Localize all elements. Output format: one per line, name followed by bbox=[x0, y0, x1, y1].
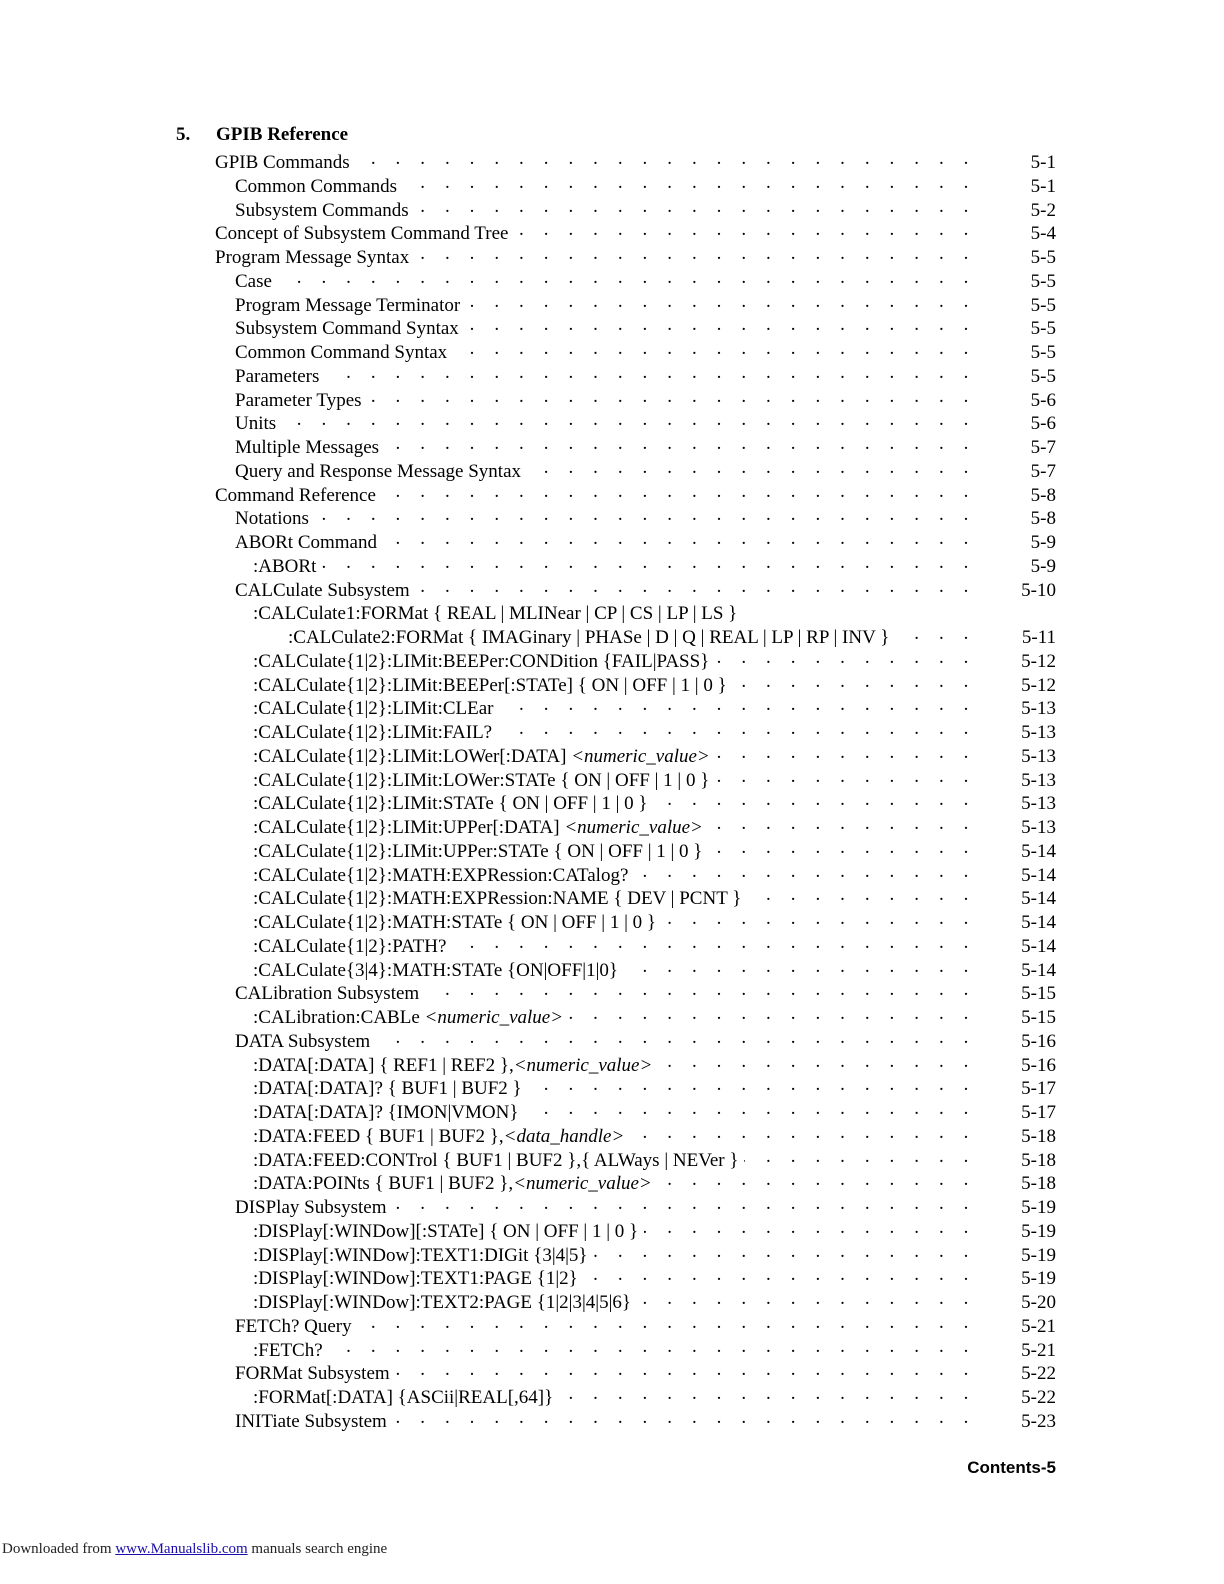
toc-entry-title bbox=[253, 1173, 658, 1195]
toc-entry-title bbox=[235, 413, 282, 435]
toc-entry[interactable] bbox=[253, 1264, 1056, 1288]
dot-leader bbox=[584, 1264, 1016, 1284]
toc-entry-page: 5-14 bbox=[1021, 888, 1056, 910]
dot-leader bbox=[744, 1146, 1016, 1166]
toc-entry-title-text: :DATA[:DATA] { REF1 | REF2 }, bbox=[253, 1054, 514, 1076]
toc-entry-page: 5-20 bbox=[1021, 1292, 1056, 1313]
toc-entry-title-text: Units bbox=[235, 413, 277, 435]
toc-entry-title-text: :DATA[:DATA]? { BUF1 | BUF2 } bbox=[253, 1078, 522, 1100]
toc-entry-title bbox=[253, 817, 709, 839]
toc-entry-title bbox=[253, 722, 498, 744]
dot-leader bbox=[498, 718, 1016, 738]
toc-entry-page: 5-21 bbox=[1021, 1315, 1056, 1337]
toc-entry-page: 5-5 bbox=[1030, 247, 1056, 268]
toc-entry-page: 5-13 bbox=[1021, 745, 1056, 767]
toc-entry-title-text: :DISPlay[:WINDow]:TEXT2:PAGE {1|2|3|4|5|6} bbox=[253, 1292, 632, 1313]
toc-entry-page: 5-13 bbox=[1021, 769, 1056, 791]
toc-entry[interactable] bbox=[253, 1074, 1056, 1098]
dot-leader bbox=[708, 837, 1016, 857]
toc-entry-page: 5-1 bbox=[1030, 175, 1056, 197]
dot-leader bbox=[396, 1359, 1016, 1379]
toc-entry[interactable] bbox=[253, 1217, 1056, 1241]
toc-entry-title bbox=[253, 746, 716, 768]
toc-entry-page: 5-12 bbox=[1021, 650, 1056, 672]
toc-entry-page: 5-13 bbox=[1021, 817, 1056, 838]
toc-entry-page: 5-21 bbox=[1021, 1339, 1056, 1361]
toc-entry-title bbox=[253, 1340, 329, 1362]
toc-entry-title bbox=[235, 271, 278, 293]
toc-entry-title-text: :DATA:POINts { BUF1 | BUF2 }, bbox=[253, 1173, 514, 1195]
dot-leader bbox=[747, 884, 1016, 904]
toc-entry[interactable] bbox=[253, 742, 1056, 766]
toc-entry-title-text: Command Reference bbox=[215, 484, 376, 506]
toc-entry-title bbox=[215, 223, 514, 245]
toc-entry[interactable] bbox=[253, 861, 1056, 885]
toc-entry-title bbox=[253, 1078, 528, 1100]
toc-entry-page: 5-17 bbox=[1021, 1078, 1056, 1100]
dot-leader bbox=[527, 457, 1016, 477]
toc-entry[interactable] bbox=[235, 172, 1056, 196]
toc-entry-page: 5-10 bbox=[1021, 579, 1056, 601]
toc-entry-page: 5-13 bbox=[1021, 698, 1056, 720]
toc-entry-title bbox=[253, 698, 500, 720]
toc-entry-title-text: FETCh? Query bbox=[235, 1315, 352, 1337]
toc-entry[interactable] bbox=[253, 599, 1056, 623]
toc-entry[interactable] bbox=[215, 148, 1056, 172]
toc-entry-title bbox=[235, 390, 368, 412]
toc-entry-page: 5-19 bbox=[1021, 1244, 1056, 1266]
toc-entry-title-text: :ABORt bbox=[253, 555, 317, 577]
toc-entry-title bbox=[215, 247, 415, 269]
toc-entry-title bbox=[253, 556, 322, 578]
dot-leader bbox=[630, 1122, 1016, 1142]
toc-entry-title bbox=[253, 603, 743, 625]
toc-entry-page: 5-14 bbox=[1021, 840, 1056, 862]
toc-entry[interactable] bbox=[253, 1098, 1056, 1122]
toc-entry-title bbox=[253, 1055, 658, 1077]
toc-entry-title bbox=[253, 793, 654, 815]
toc-entry-title-text: :CALCulate{1|2}:MATH:STATe { ON | OFF | 1 | 0 } bbox=[253, 912, 656, 933]
toc-entry[interactable] bbox=[253, 956, 1056, 980]
dot-leader bbox=[465, 314, 1016, 334]
toc-entry-page: 5-14 bbox=[1021, 959, 1056, 981]
toc-entry[interactable] bbox=[235, 528, 1056, 552]
toc-entry-title bbox=[253, 912, 662, 934]
dot-leader bbox=[594, 1241, 1016, 1261]
toc-entry[interactable] bbox=[235, 196, 1056, 220]
dot-leader bbox=[716, 742, 1016, 762]
toc-entry-title-text: Case bbox=[235, 270, 272, 292]
download-suffix: manuals search engine bbox=[247, 1541, 388, 1557]
toc-entry[interactable] bbox=[235, 362, 1056, 386]
toc-entry-title bbox=[253, 1221, 644, 1243]
dot-leader bbox=[644, 1217, 1016, 1237]
chapter-number: 5. bbox=[176, 124, 191, 145]
toc-entry[interactable] bbox=[253, 884, 1056, 908]
toc-entry-page: 5-19 bbox=[1021, 1268, 1056, 1290]
toc-entry[interactable] bbox=[235, 267, 1056, 291]
toc-entry-page: 5-12 bbox=[1021, 674, 1056, 696]
toc-entry-title-text: :CALCulate{3|4}:MATH:STATe {ON|OFF|1|0} bbox=[253, 959, 618, 981]
dot-leader bbox=[895, 623, 1016, 643]
toc-entry-title bbox=[288, 627, 895, 649]
toc-entry-title-parameter: <numeric_value> bbox=[564, 817, 703, 838]
toc-entry[interactable] bbox=[253, 813, 1056, 837]
dot-leader bbox=[415, 196, 1016, 216]
toc-entry[interactable] bbox=[235, 314, 1056, 338]
toc-entry-title bbox=[235, 532, 383, 554]
toc-entry-title-text: :CALCulate{1|2}:LIMit:BEEPer[:STATe] { ON | OFF | 1 | 0 } bbox=[253, 674, 727, 696]
toc-entry-title-text: ABORt Command bbox=[235, 532, 377, 553]
toc-entry-title bbox=[253, 1245, 594, 1267]
toc-entry-title-text: Common Command Syntax bbox=[235, 342, 448, 363]
toc-entry-page: 5-14 bbox=[1021, 864, 1056, 886]
toc-entry-page: 5-15 bbox=[1021, 1007, 1056, 1028]
toc-entry-title bbox=[235, 366, 325, 388]
toc-entry[interactable] bbox=[253, 1241, 1056, 1265]
dot-leader bbox=[358, 1312, 1016, 1332]
toc-entry-title bbox=[253, 1102, 524, 1124]
toc-entry-title-text: :CALCulate{1|2}:LIMit:LOWer:STATe { ON | OFF | 1 | 0 } bbox=[253, 769, 710, 791]
dot-leader bbox=[425, 979, 1016, 999]
toc-entry-title-parameter: <numeric_value> bbox=[571, 745, 710, 767]
toc-entry[interactable] bbox=[253, 671, 1056, 695]
toc-entry-title bbox=[235, 1411, 393, 1433]
toc-entry-title-text: :CALCulate2:FORMat { IMAGinary | PHASe | D | Q | REAL | LP | RP | INV } bbox=[288, 627, 890, 648]
dot-leader bbox=[500, 694, 1016, 714]
toc-entry-title bbox=[253, 651, 715, 673]
dot-leader bbox=[382, 481, 1016, 501]
dot-leader bbox=[569, 1003, 1016, 1023]
toc-entry[interactable] bbox=[235, 291, 1056, 315]
toc-entry-title-text: Parameter Types bbox=[235, 389, 362, 411]
toc-entry-page: 5-6 bbox=[1030, 413, 1056, 435]
dot-leader bbox=[393, 1407, 1016, 1427]
toc-entry[interactable] bbox=[253, 1003, 1056, 1027]
dot-leader bbox=[715, 647, 1016, 667]
dot-leader bbox=[393, 1193, 1017, 1213]
dot-leader bbox=[466, 291, 1016, 311]
toc-entry-title-text: :DISPlay[:WINDow]:TEXT1:DIGit {3|4|5} bbox=[253, 1244, 588, 1266]
toc-entry-title-text: :DATA:FEED:CONTrol { BUF1 | BUF2 },{ ALWays | NEVer } bbox=[253, 1149, 739, 1171]
toc-entry-title-text: GPIB Commands bbox=[215, 152, 350, 173]
toc-entry-title-text: :CALCulate{1|2}:LIMit:UPPer:STATe { ON | OFF | 1 | 0 } bbox=[253, 840, 703, 862]
toc-entry[interactable] bbox=[253, 1169, 1056, 1193]
toc-entry[interactable] bbox=[235, 433, 1056, 457]
dot-leader bbox=[662, 908, 1016, 928]
toc-entry-title bbox=[235, 1316, 358, 1338]
toc-entry-title bbox=[253, 1126, 630, 1148]
toc-entry-page: 5-5 bbox=[1030, 318, 1056, 340]
dot-leader bbox=[368, 386, 1016, 406]
footer-page-label: Contents-5 bbox=[967, 1458, 1056, 1477]
toc-entry-title bbox=[235, 342, 453, 364]
toc-entry-page: 5-9 bbox=[1030, 555, 1056, 577]
toc-entry[interactable] bbox=[235, 386, 1056, 410]
dot-leader bbox=[452, 932, 1016, 952]
toc-entry-title-parameter: <numeric_value> bbox=[513, 1054, 653, 1076]
toc-entry[interactable] bbox=[235, 457, 1056, 481]
toc-entry-title bbox=[215, 152, 356, 174]
toc-entry-page: 5-23 bbox=[1021, 1410, 1056, 1432]
toc-entry[interactable] bbox=[253, 718, 1056, 742]
toc-entry-title-text: :CALCulate{1|2}:PATH? bbox=[253, 935, 447, 957]
toc-entry[interactable] bbox=[253, 789, 1056, 813]
toc-entry-page: 5-17 bbox=[1021, 1102, 1056, 1123]
chapter-title: GPIB Reference bbox=[216, 124, 349, 145]
toc-entry-page: 5-6 bbox=[1030, 389, 1056, 411]
toc-entry-title-text: :CALCulate{1|2}:LIMit:LOWer[:DATA] bbox=[253, 745, 572, 767]
dot-leader bbox=[524, 1098, 1016, 1118]
toc-entry[interactable] bbox=[253, 1336, 1056, 1360]
toc-entry[interactable] bbox=[253, 908, 1056, 932]
dot-leader bbox=[403, 172, 1016, 192]
dot-leader bbox=[383, 528, 1016, 548]
toc-entry[interactable] bbox=[253, 647, 1056, 671]
toc-entry-title bbox=[253, 865, 634, 887]
toc-entry[interactable] bbox=[235, 1359, 1056, 1383]
dot-leader bbox=[376, 1027, 1016, 1047]
toc-entry-title-parameter: <data_handle> bbox=[503, 1125, 625, 1147]
toc-entry-title-parameter: <numeric_value> bbox=[424, 1007, 564, 1028]
toc-entry[interactable] bbox=[235, 1407, 1056, 1431]
toc-entry-title bbox=[253, 1268, 584, 1290]
toc-entry-title bbox=[253, 675, 733, 697]
dot-leader bbox=[709, 813, 1016, 833]
toc-entry-title-text: DISPlay Subsystem bbox=[235, 1197, 387, 1218]
toc-entry-title-text: :DISPlay[:WINDow][:STATe] { ON | OFF | 1 | 0 } bbox=[253, 1220, 639, 1242]
dot-leader bbox=[315, 504, 1016, 524]
dot-leader bbox=[322, 552, 1016, 572]
dot-leader bbox=[733, 671, 1016, 691]
toc-entry-title-text: CALCulate Subsystem bbox=[235, 579, 410, 601]
toc-entry-title-text: :CALibration:CABLe bbox=[253, 1007, 425, 1028]
toc-entry-title bbox=[235, 295, 466, 317]
dot-leader bbox=[654, 789, 1016, 809]
toc-entry[interactable] bbox=[253, 1122, 1056, 1146]
toc-entry-title bbox=[235, 508, 315, 530]
toc-entry-title bbox=[235, 437, 385, 459]
toc-entry-title bbox=[253, 1007, 569, 1029]
toc-entry-page: 5-22 bbox=[1021, 1387, 1056, 1408]
toc-entry-page: 5-14 bbox=[1021, 912, 1056, 933]
toc-entry-title-text: Multiple Messages bbox=[235, 437, 380, 458]
toc-entry-page: 5-19 bbox=[1021, 1197, 1056, 1218]
toc-entry-title-text: INITiate Subsystem bbox=[235, 1410, 387, 1432]
toc-entry-title-text: Parameters bbox=[235, 365, 320, 387]
toc-entry-page: 5-7 bbox=[1030, 437, 1056, 458]
toc-entry-page: 5-14 bbox=[1021, 935, 1056, 957]
toc-entry-page: 5-7 bbox=[1030, 460, 1056, 482]
toc-entry-title-text: :CALCulate{1|2}:LIMit:BEEPer:CONDition {FAIL|PASS} bbox=[253, 650, 710, 672]
dot-leader bbox=[528, 1074, 1016, 1094]
toc-entry-title-text: :DISPlay[:WINDow]:TEXT1:PAGE {1|2} bbox=[253, 1268, 578, 1290]
dot-leader bbox=[559, 1383, 1016, 1403]
toc-entry[interactable] bbox=[235, 1193, 1056, 1217]
toc-entry[interactable] bbox=[253, 1288, 1056, 1312]
toc-entry-page: 5-18 bbox=[1021, 1173, 1056, 1195]
toc-entry-page: 5-5 bbox=[1030, 365, 1056, 387]
toc-entry-title bbox=[253, 888, 747, 910]
dot-leader bbox=[416, 576, 1016, 596]
toc-entry-title-text: :CALCulate{1|2}:LIMit:STATe { ON | OFF | 1 | 0 } bbox=[253, 793, 648, 815]
toc-entry[interactable] bbox=[253, 1383, 1056, 1407]
toc-entry[interactable] bbox=[235, 1312, 1056, 1336]
toc-entry-title-text: Subsystem Command Syntax bbox=[235, 318, 459, 340]
toc-entry-title-text: CALibration Subsystem bbox=[235, 983, 420, 1005]
dot-leader bbox=[282, 409, 1016, 429]
toc-entry[interactable] bbox=[253, 1146, 1056, 1170]
manualslib-link[interactable]: www.Manualslib.com bbox=[115, 1541, 248, 1557]
dot-leader bbox=[658, 1051, 1016, 1071]
toc-entry-title-text: :CALCulate1:FORMat { REAL | MLINear | CP | CS | LP | LS } bbox=[253, 603, 738, 625]
download-notice bbox=[2, 1541, 387, 1558]
toc-entry-title-text: :FETCh? bbox=[253, 1339, 323, 1361]
toc-entry-title-text: Subsystem Commands bbox=[235, 199, 409, 221]
toc-entry-title-text: Concept of Subsystem Command Tree bbox=[215, 223, 509, 245]
toc-entry-page: 5-13 bbox=[1021, 793, 1056, 815]
dot-leader bbox=[514, 219, 1016, 239]
toc-entry[interactable] bbox=[235, 979, 1056, 1003]
dot-leader bbox=[278, 267, 1016, 287]
toc-entry-title bbox=[235, 1197, 393, 1219]
toc-entry-page: 5-16 bbox=[1021, 1030, 1056, 1052]
toc-entry-page: 5-5 bbox=[1030, 342, 1056, 363]
toc-entry-title-text: :CALCulate{1|2}:LIMit:FAIL? bbox=[253, 722, 493, 743]
download-prefix: Downloaded from bbox=[2, 1541, 116, 1557]
toc-entry-title-text: :CALCulate{1|2}:MATH:EXPRession:NAME { DEV | PCNT } bbox=[253, 888, 742, 910]
toc-entry-page: 5-9 bbox=[1030, 532, 1056, 553]
toc-entry-page: 5-13 bbox=[1021, 722, 1056, 743]
toc-entry-page: 5-4 bbox=[1030, 223, 1056, 245]
toc-entry-title-text: :CALCulate{1|2}:MATH:EXPRession:CATalog? bbox=[253, 864, 629, 886]
dot-leader bbox=[715, 766, 1016, 786]
toc-entry-page: 5-11 bbox=[1021, 627, 1056, 648]
toc-entry[interactable] bbox=[253, 694, 1056, 718]
toc-entry-title bbox=[235, 983, 425, 1005]
toc-entry-title-text: :FORMat[:DATA] {ASCii|REAL[,64]} bbox=[253, 1387, 554, 1408]
toc-entry-title bbox=[215, 485, 382, 507]
toc-entry-title bbox=[253, 1292, 637, 1314]
toc-entry-page: 5-22 bbox=[1021, 1363, 1056, 1385]
dot-leader bbox=[356, 148, 1016, 168]
dot-leader bbox=[634, 861, 1016, 881]
toc-entry-title-text: Common Commands bbox=[235, 175, 398, 197]
toc-entry-title bbox=[235, 318, 465, 340]
toc-entry-title-text: :CALCulate{1|2}:LIMit:UPPer[:DATA] bbox=[253, 817, 565, 838]
toc-entry[interactable] bbox=[253, 766, 1056, 790]
dot-leader bbox=[329, 1336, 1016, 1356]
toc-entry-title-text: FORMat Subsystem bbox=[235, 1363, 390, 1385]
chapter-heading bbox=[176, 124, 348, 146]
toc-entry-title-parameter: <numeric_value> bbox=[513, 1173, 652, 1195]
toc-entry-title bbox=[235, 1031, 376, 1053]
toc-entry-title-text: Program Message Terminator bbox=[235, 294, 461, 316]
toc-entry-page: 5-2 bbox=[1030, 199, 1056, 221]
dot-leader bbox=[624, 956, 1016, 976]
toc-entry-title bbox=[253, 1150, 744, 1172]
toc-entry-title bbox=[235, 461, 527, 483]
dot-leader bbox=[385, 433, 1016, 453]
toc-entry-page: 5-19 bbox=[1021, 1220, 1056, 1242]
toc-entry-title bbox=[253, 936, 452, 958]
toc-entry-page: 5-16 bbox=[1021, 1054, 1056, 1076]
toc-entry-title bbox=[235, 1363, 396, 1385]
toc-entry-page: 5-8 bbox=[1030, 484, 1056, 506]
toc-entry-title-text: Query and Response Message Syntax bbox=[235, 460, 522, 482]
toc-entry[interactable] bbox=[253, 552, 1056, 576]
toc-entry-title bbox=[253, 960, 624, 982]
toc-entry-page: 5-5 bbox=[1030, 294, 1056, 316]
dot-leader bbox=[415, 243, 1016, 263]
toc-entry-title bbox=[235, 580, 416, 602]
toc-entry-title bbox=[253, 770, 715, 792]
toc-entry-page: 5-1 bbox=[1030, 152, 1056, 173]
toc-entry-page: 5-8 bbox=[1030, 508, 1056, 530]
toc-entry-title-text: Notations bbox=[235, 508, 309, 530]
dot-leader bbox=[743, 599, 1016, 619]
toc-entry-page: 5-15 bbox=[1021, 983, 1056, 1005]
toc-entry[interactable] bbox=[253, 837, 1056, 861]
toc-entry[interactable] bbox=[235, 504, 1056, 528]
toc-entry-title-text: :DATA[:DATA]? {IMON|VMON} bbox=[253, 1102, 519, 1123]
toc-entry-page: 5-5 bbox=[1030, 270, 1056, 292]
toc-entry[interactable] bbox=[288, 623, 1056, 647]
toc-entry[interactable] bbox=[235, 1027, 1056, 1051]
toc-entry-title bbox=[235, 176, 403, 198]
toc-entry[interactable] bbox=[215, 481, 1056, 505]
toc-entry[interactable] bbox=[235, 576, 1056, 600]
toc-entry-title-text: DATA Subsystem bbox=[235, 1030, 371, 1052]
toc-entry-title-text: :CALCulate{1|2}:LIMit:CLEar bbox=[253, 698, 494, 720]
toc-entry-page: 5-18 bbox=[1021, 1125, 1056, 1147]
toc-entry[interactable] bbox=[253, 932, 1056, 956]
dot-leader bbox=[637, 1288, 1016, 1308]
toc-entry-title bbox=[253, 841, 708, 863]
dot-leader bbox=[325, 362, 1016, 382]
toc-entry[interactable] bbox=[235, 338, 1056, 362]
toc-entry[interactable] bbox=[215, 243, 1056, 267]
toc-entry-title bbox=[253, 1387, 559, 1409]
toc-entry[interactable] bbox=[235, 409, 1056, 433]
toc-entry-page: 5-18 bbox=[1021, 1149, 1056, 1171]
toc-entry[interactable] bbox=[253, 1051, 1056, 1075]
toc-entry-title-text: Program Message Syntax bbox=[215, 247, 410, 268]
toc-entry-title bbox=[235, 200, 415, 222]
toc-entry[interactable] bbox=[215, 219, 1056, 243]
dot-leader bbox=[453, 338, 1016, 358]
toc-entry-title-text: :DATA:FEED { BUF1 | BUF2 }, bbox=[253, 1125, 504, 1147]
dot-leader bbox=[658, 1169, 1016, 1189]
